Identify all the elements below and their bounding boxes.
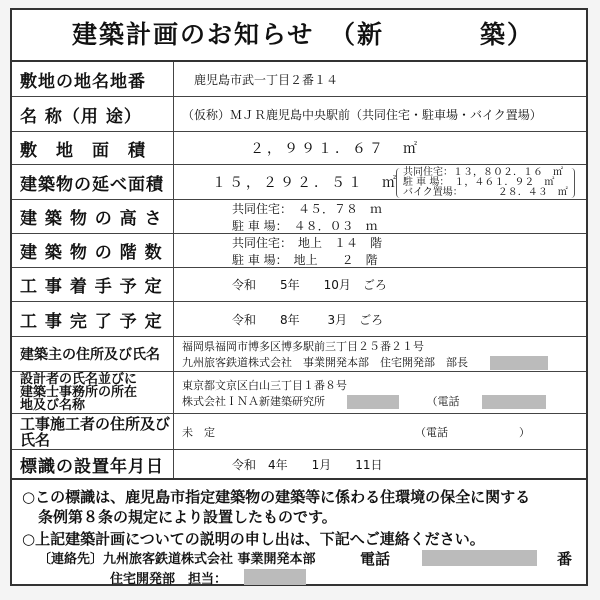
- footer-note-2: ○上記建築計画についての説明の申し出は、下記へご連絡ください。: [22, 530, 485, 548]
- row-label: 敷地の地名地番: [12, 62, 174, 96]
- row-start: [12, 268, 586, 302]
- row-floor-area: [12, 165, 586, 200]
- footer-note-1b: 条例第８条の規定により設置したものです。: [38, 508, 337, 526]
- completion-date: 令和 8年 3月 ごろ: [232, 312, 384, 327]
- row-floors: [12, 234, 586, 268]
- height-housing: 共同住宅： ４５．７８ ｍ: [232, 201, 383, 216]
- footer-note-1: ○この標識は、鹿児島市指定建築物の建築等に係わる住環境の保全に関する: [22, 488, 531, 506]
- contact-phone-suffix: 番: [557, 550, 573, 568]
- site-address: 鹿児島市武一丁目２番１４: [194, 72, 339, 87]
- row-label: 名 称（用 途）: [12, 97, 174, 131]
- row-name-use: [12, 97, 586, 132]
- row-contractor: [12, 414, 586, 450]
- contact-dept: 住宅開発部 担当：: [110, 572, 228, 587]
- posted-date: 令和 4年 1月 11日: [232, 457, 383, 472]
- redacted-phone: [422, 550, 537, 566]
- height-parking: 駐 車 場： ４８．０３ ｍ: [232, 218, 378, 233]
- row-label: 建 築 物 の 階 数: [12, 234, 174, 267]
- redacted-name: [490, 356, 548, 370]
- start-date: 令和 5年 10月 ごろ: [232, 278, 387, 292]
- row-label: 建築物の延べ面積: [12, 165, 174, 199]
- redacted-name: [347, 395, 399, 409]
- row-owner: [12, 337, 586, 372]
- total-floor-area: １５，２９２．５１ ㎡: [212, 175, 399, 191]
- row-posted-date: [12, 450, 586, 480]
- contact-prefix: 〔連絡先〕九州旅客鉄道株式会社 事業開発本部: [38, 552, 316, 567]
- row-label: 設計者の氏名並びに建築士事務所の所在地及び名称: [12, 372, 174, 413]
- designer-name: 株式会社ＩＮＡ新建築研究所 （電話: [182, 393, 582, 409]
- floors-parking: 駐 車 場： 地上 ２ 階: [232, 252, 378, 267]
- row-label: 標識の設置年月日: [12, 450, 174, 478]
- site-area: ２，９９１．６７ ㎡: [250, 141, 420, 157]
- row-label: 工 事 完 了 予 定: [12, 302, 174, 336]
- redacted-person: [244, 569, 306, 585]
- title-open: （新: [330, 20, 385, 49]
- title-close: 築）: [480, 20, 535, 49]
- floor-area-breakdown: 共同住宅：１３，８０２．１６ ㎡ 駐 車 場： １，４６１．９２ ㎡ バイク置場： ２８．４３ ㎡: [396, 168, 575, 198]
- floors-housing: 共同住宅： 地上 １４ 階: [232, 235, 383, 250]
- building-name: （仮称）ＭＪＲ鹿児島中央駅前（共同住宅・駐車場・バイク置場）: [182, 107, 542, 122]
- row-site-area: [12, 132, 586, 165]
- row-label: 建 築 物 の 高 さ: [12, 200, 174, 233]
- title-main: 建築計画のお知らせ: [72, 20, 315, 49]
- contractor: 未 定 （電話 ）: [182, 425, 530, 439]
- contact-phone-label: 電話: [360, 550, 391, 568]
- notice-title: [12, 10, 586, 62]
- row-site-address: [12, 62, 586, 97]
- row-label: 工 事 着 手 予 定: [12, 268, 174, 301]
- row-label: 建築主の住所及び氏名: [12, 337, 174, 371]
- row-completion: [12, 302, 586, 337]
- redacted-phone: [482, 395, 546, 409]
- designer-address: 東京都文京区白山三丁目１番８号: [182, 378, 347, 392]
- row-height: [12, 200, 586, 234]
- building-notice-board: [10, 8, 588, 586]
- owner-address: 福岡県福岡市博多区博多駅前三丁目２５番２１号: [182, 340, 424, 353]
- owner-name: 九州旅客鉄道株式会社 事業開発本部 住宅開発部 部長: [182, 354, 582, 370]
- row-label: 敷 地 面 積: [12, 132, 174, 164]
- row-label: 工事施工者の住所及び氏名: [12, 414, 174, 449]
- row-designer: [12, 372, 586, 414]
